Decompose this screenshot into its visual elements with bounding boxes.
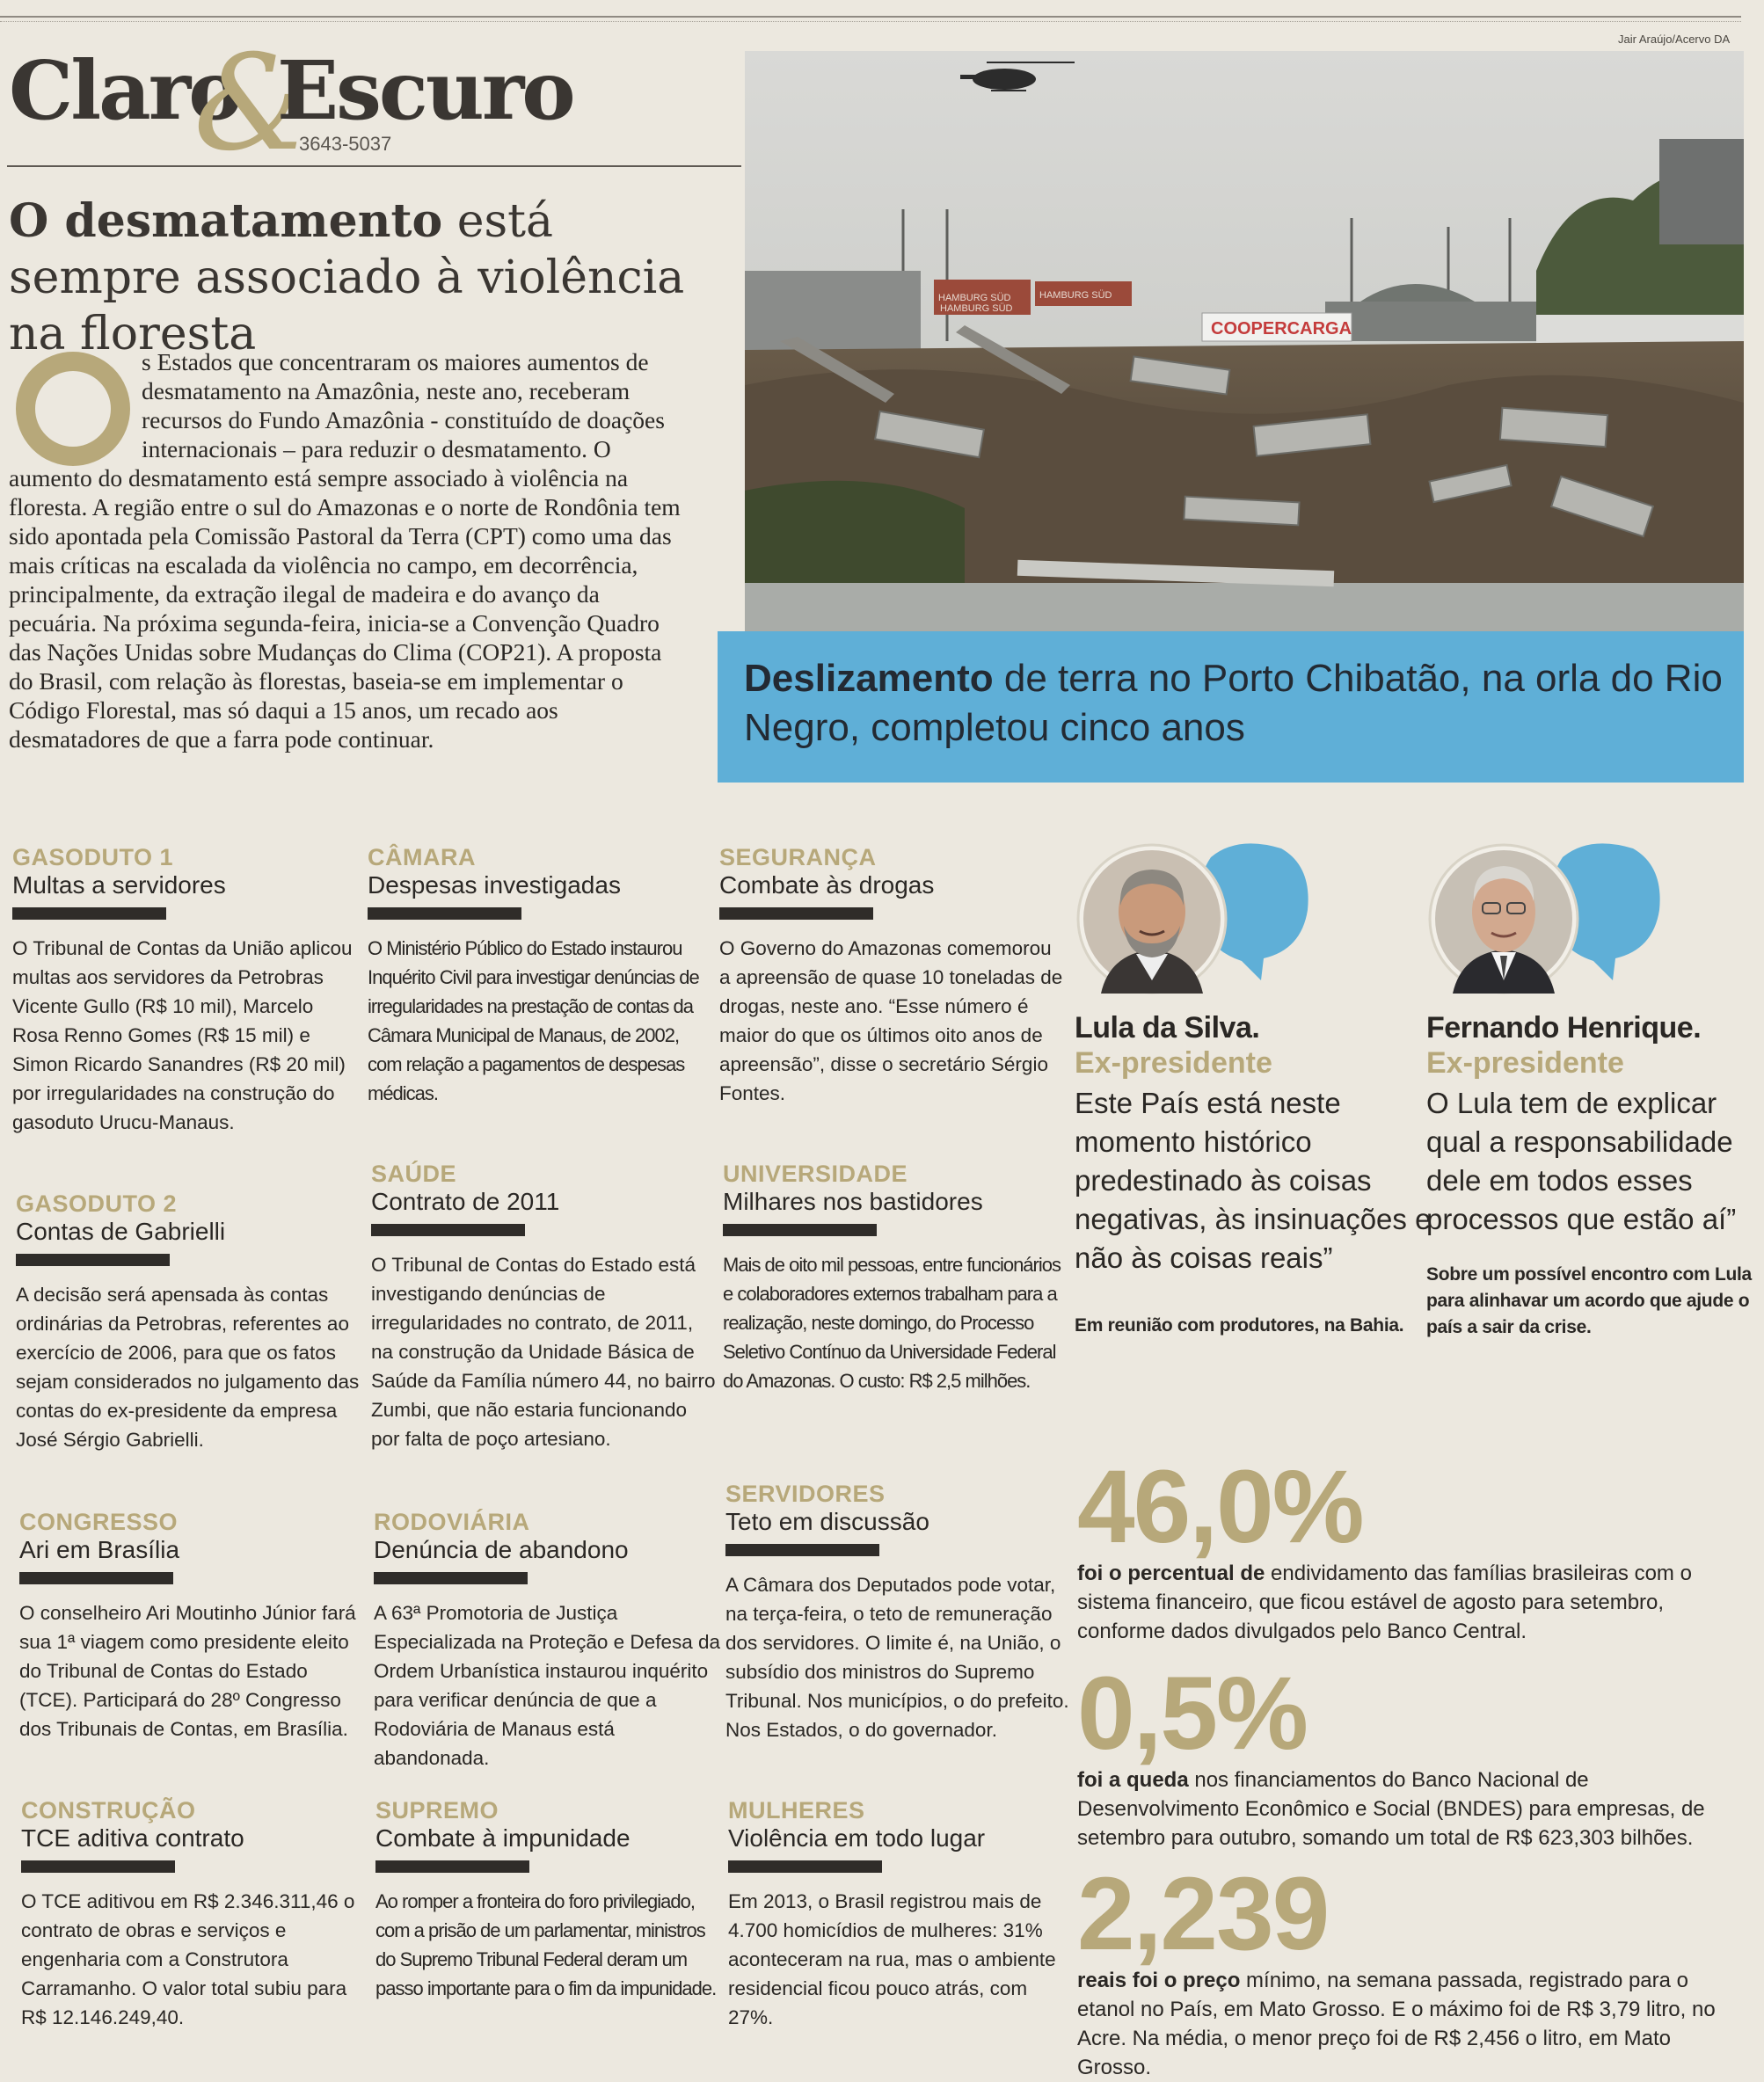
brief-kicker: CONSTRUÇÃO [21, 1797, 196, 1824]
news-photo [745, 51, 1744, 636]
brief-body: O Tribunal de Contas do Estado está investigando denúncias de irregularidades no contrato, de 2011, na construção da Unidade Básica de Saúde da Família número 44, no bairro Zumbi, que não estaria funcionando por falta de poço artesiano. [371, 1254, 716, 1450]
brief-body: A Câmara dos Deputados pode votar, na terça-feira, o teto de remuneração dos servidores. O limite é, na União, o subsídio dos ministros do Supremo Tribunal. Nos municípios, o do prefeito. Nos Estados, o do governador. [725, 1574, 1069, 1741]
brief-title: Violência em todo lugar [728, 1824, 986, 1852]
stat-number: 46,0% [1077, 1449, 1363, 1565]
quote-text: Este País está neste momento histórico predestinado às coisas negativas, às insinuações e não às coisas reais” [1075, 1087, 1432, 1274]
brief-bar [725, 1544, 879, 1556]
brief-camara [368, 844, 715, 1108]
masthead-ampersand: & [193, 27, 311, 180]
brief-title: Contas de Gabrielli [16, 1218, 226, 1245]
brief-body: O Ministério Público do Estado instaurou Inquérito Civil para investigar denúncias de irregularidades na prestação de contas da Câmara Municipal de Manaus, de 2002, com relação a pagamentos de despesas médicas. [368, 937, 699, 1104]
quote-lula [1075, 840, 1461, 1339]
brief-congresso [19, 1509, 367, 1743]
coopercarga-sign: COOPERCARGA [1211, 319, 1352, 339]
top-rule-dotted [0, 21, 1741, 22]
container-3: HAMBURG SÜD [1039, 290, 1112, 301]
stat-etanol [1077, 1856, 1746, 2082]
brief-bar [16, 1254, 170, 1266]
stat-bndes [1077, 1656, 1746, 1853]
stat-description [1077, 1765, 1746, 1853]
brief-bar [21, 1860, 175, 1873]
brief-kicker: GASODUTO 1 [12, 844, 174, 870]
brief-body: A 63ª Promotoria de Justiça Especializada na Proteção e Defesa da Ordem Urbanística instaurou inquérito para verificar denúncia de que a Rodoviária de Manaus está abandonada. [374, 1602, 721, 1769]
brief-kicker: SEGURANÇA [719, 844, 877, 870]
brief-title: Contrato de 2011 [371, 1188, 560, 1215]
stat-text: nos financiamentos do Banco Nacional de Desenvolvimento Econômico e Social (BNDES) para empresas, de setembro para outubro, somando um total de R$ 623,303 bilhões. [1077, 1768, 1705, 1850]
brief-universidade [723, 1161, 1070, 1395]
quote-context: Sobre um possível encontro com Lula para alinhavar um acordo que ajude o país a sair da crise. [1426, 1264, 1752, 1337]
stat-lead: foi o percentual de [1077, 1562, 1265, 1585]
quote-context: Em reunião com produtores, na Bahia. [1075, 1315, 1404, 1336]
brief-title: Combate às drogas [719, 871, 935, 899]
stat-description [1077, 1559, 1746, 1646]
brief-title: Multas a servidores [12, 871, 226, 899]
brief-supremo [375, 1797, 723, 2003]
stat-lead: reais foi o preço [1077, 1969, 1241, 1992]
brief-gasoduto-1 [12, 844, 360, 1137]
brief-body: O TCE aditivou em R$ 2.346.311,46 o contrato de obras e serviços e engenharia com a Construtora Carramanho. O valor total subiu para R$ 12.146.249,40. [21, 1890, 355, 2028]
brief-kicker: SERVIDORES [725, 1481, 886, 1507]
brief-kicker: SAÚDE [371, 1161, 457, 1187]
brief-kicker: MULHERES [728, 1797, 865, 1824]
brief-mulheres [728, 1797, 1075, 2032]
brief-kicker: CONGRESSO [19, 1509, 179, 1535]
headline-bold: O desmatamento [9, 194, 443, 248]
photo-credit: Jair Araújo/Acervo DA [1618, 33, 1731, 46]
portrait-lula [1075, 840, 1233, 998]
masthead-title-escuro: Escuro [277, 43, 573, 138]
quote-fhc [1426, 840, 1760, 1341]
brief-title: Despesas investigadas [368, 871, 621, 899]
brief-body: Mais de oito mil pessoas, entre funcionários e colaboradores externos trabalham para a realização, neste domingo, do Processo Seletivo Contínuo da Universidade Federal do Amazonas. O custo: R$ 2,5 milhões. [723, 1254, 1061, 1392]
quote-name: Fernando Henrique. [1426, 1011, 1702, 1045]
portrait-fhc [1426, 840, 1585, 998]
brief-servidores [725, 1481, 1073, 1744]
editorial-body [9, 347, 686, 753]
quote-name: Lula da Silva. [1075, 1011, 1260, 1045]
caption-bold: Deslizamento [744, 657, 994, 700]
brief-bar [375, 1860, 529, 1873]
masthead-title-claro: Claro [9, 43, 240, 138]
stat-description [1077, 1966, 1746, 2082]
brief-title: Denúncia de abandono [374, 1536, 629, 1563]
brief-body: O conselheiro Ari Moutinho Júnior fará sua 1ª viagem como presidente eleito do Tribunal de Contas do Estado (TCE). Participará do 28º Congresso dos Tribunais de Contas, em Brasília. [19, 1602, 356, 1740]
brief-kicker: CÂMARA [368, 844, 476, 870]
dropcap-o [16, 352, 126, 462]
brief-title: Milhares nos bastidores [723, 1188, 983, 1215]
stat-text: endividamento das famílias brasileiras com o sistema financeiro, que ficou estável de agosto para setembro, conforme dados divulgados pelo Banco Central. [1077, 1562, 1692, 1643]
stat-text: mínimo, na semana passada, registrado para o etanol no País, em Mato Grosso. E o máximo foi de R$ 3,79 litro, no Acre. Na média, o menor preço foi de R$ 2,456 o litro, em Mato Grosso. [1077, 1969, 1716, 2079]
brief-kicker: GASODUTO 2 [16, 1190, 178, 1217]
brief-rodoviaria [374, 1509, 721, 1773]
editorial-headline [9, 193, 739, 362]
container-1: HAMBURG SÜD [938, 293, 1011, 303]
stat-number: 0,5% [1077, 1656, 1307, 1772]
brief-body: O Governo do Amazonas comemorou a apreensão de quase 10 toneladas de drogas, neste ano. “Esse número é maior do que os últimos oito anos de apreensão”, disse o secretário Sérgio Fontes. [719, 937, 1063, 1104]
brief-bar [719, 907, 873, 920]
brief-bar [19, 1572, 173, 1584]
brief-body: Em 2013, o Brasil registrou mais de 4.700 homicídios de mulheres: 31% aconteceram na rua, mas o ambiente residencial ficou pouco atrás, com 27%. [728, 1890, 1056, 2028]
brief-kicker: RODOVIÁRIA [374, 1509, 530, 1535]
brief-gasoduto-2 [16, 1190, 363, 1454]
brief-bar [12, 907, 166, 920]
container-2: HAMBURG SÜD [940, 303, 1013, 314]
brief-kicker: SUPREMO [375, 1797, 499, 1824]
caption-rest: de terra no Porto Chibatão, na orla do Rio Negro, completou cinco anos [744, 657, 1723, 749]
brief-seguranca [719, 844, 1067, 1108]
brief-body: A decisão será apensada às contas ordinárias da Petrobras, referentes ao exercício de 2006, para que os fatos sejam considerados no julgamento das contas do ex-presidente da empresa José Sérgio Gabrielli. [16, 1284, 360, 1451]
stat-endividamento [1077, 1449, 1746, 1646]
brief-bar [723, 1224, 877, 1236]
stat-lead: foi a queda [1077, 1768, 1189, 1792]
quote-text: O Lula tem de explicar qual a responsabilidade dele em todos esses processos que estão aí” [1426, 1087, 1737, 1235]
brief-construcao [21, 1797, 368, 2032]
brief-title: Combate à impunidade [375, 1824, 631, 1852]
masthead-rule [7, 165, 741, 167]
brief-bar [368, 907, 521, 920]
masthead [9, 27, 739, 180]
headline-rest: está sempre associado à violência na floresta [9, 195, 685, 360]
quote-role: Ex-presidente [1075, 1046, 1272, 1080]
editorial-text: s Estados que concentraram os maiores aumentos de desmatamento na Amazônia, neste ano, receberam recursos do Fundo Amazônia - constituído de doações internacionais – para reduzir o desmatamento. O aumento do desmatamento está sempre associado à violência na floresta. A região entre o sul do Amazonas e o norte de Rondônia tem sido apontada pela Comissão Pastoral da Terra (CPT) como uma das mais críticas na escalada da violência no campo, em decorrência, principalmente, da extração ilegal de madeira e do avanço da pecuária. Na próxima segunda-feira, inicia-se a Convenção Quadro das Nações Unidas sobre Mudanças do Clima (COP21). A proposta do Brasil, com relação às florestas, baseia-se em implementar o Código Florestal, mas só daqui a 15 anos, um recado aos desmatadores de que a farra pode continuar. [9, 348, 681, 753]
brief-bar [728, 1860, 882, 1873]
masthead-phone: 3643-5037 [299, 133, 392, 155]
brief-saude [371, 1161, 718, 1453]
brief-bar [374, 1572, 528, 1584]
stat-number: 2,239 [1077, 1856, 1329, 1972]
brief-kicker: UNIVERSIDADE [723, 1161, 908, 1187]
brief-bar [371, 1224, 525, 1236]
brief-title: TCE aditiva contrato [21, 1824, 244, 1852]
brief-title: Ari em Brasília [19, 1536, 180, 1563]
brief-body: Ao romper a fronteira do foro privilegiado, com a prisão de um parlamentar, ministros do Supremo Tribunal Federal deram um passo importante para o fim da impunidade. [375, 1890, 717, 1999]
quote-role: Ex-presidente [1426, 1046, 1624, 1080]
photo-caption [718, 631, 1744, 783]
top-rule [0, 16, 1741, 18]
brief-body: O Tribunal de Contas da União aplicou multas aos servidores da Petrobras Vicente Gullo (R$ 10 mil), Marcelo Rosa Renno Gomes (R$ 15 mil) e Simon Ricardo Sanandres (R$ 20 mil) por irregularidades na construção do gasoduto Urucu-Manaus. [12, 937, 353, 1133]
brief-title: Teto em discussão [725, 1508, 929, 1535]
